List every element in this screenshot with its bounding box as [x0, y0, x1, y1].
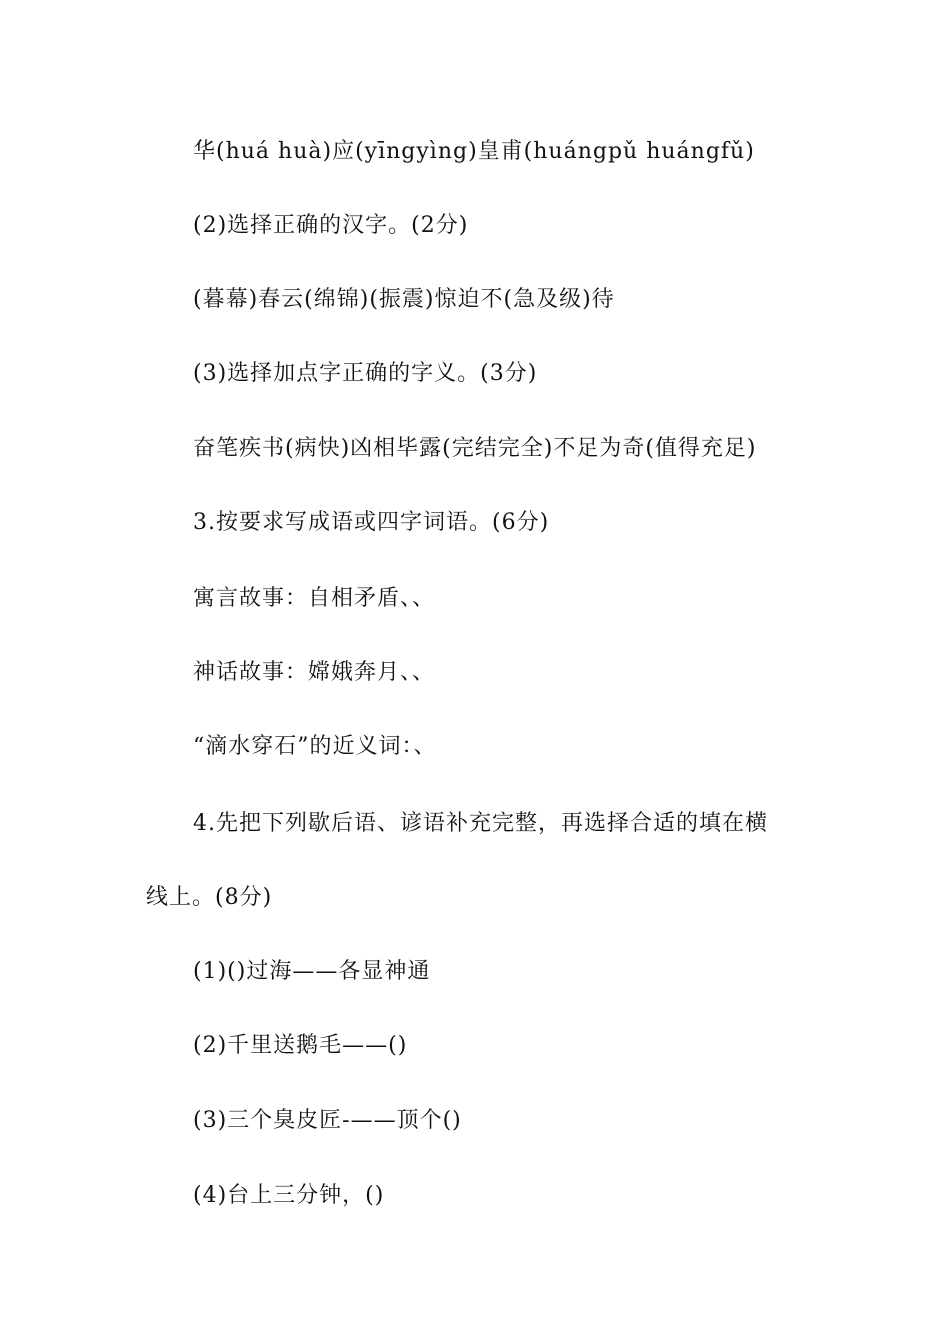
- saying-item-1: (1)()过海——各显神通: [193, 959, 431, 984]
- meaning-options-line: 奋笔疾书(病快)凶相毕露(完结完全)不足为奇(值得充足): [193, 436, 757, 461]
- pinyin-options-line: 华(huá huà)应(yīngyìng)皇甫(huángpǔ huángfǔ): [193, 139, 755, 164]
- question-2-2-heading: (2)选择正确的汉字。(2分): [193, 213, 469, 238]
- question-4-heading: 4.先把下列歇后语、谚语补充完整，再选择合适的填在横: [193, 811, 768, 836]
- question-3-heading: 3.按要求写成语或四字词语。(6分): [193, 510, 550, 535]
- synonyms-line: “滴水穿石”的近义词：、: [193, 734, 437, 759]
- hanzi-options-line: (暮幕)春云(绵锦)(振震)惊迫不(急及级)待: [193, 287, 615, 312]
- question-2-3-heading: (3)选择加点字正确的字义。(3分): [193, 361, 538, 386]
- fable-idioms-line: 寓言故事：自相矛盾、、: [193, 586, 436, 611]
- saying-item-2: (2)千里送鹅毛——(): [193, 1033, 408, 1058]
- myth-idioms-line: 神话故事：嫦娥奔月、、: [193, 660, 436, 685]
- question-4-heading-continued: 线上。(8分): [146, 885, 273, 910]
- saying-item-3: (3)三个臭皮匠-——顶个(): [193, 1108, 462, 1133]
- saying-item-4: (4)台上三分钟，(): [193, 1183, 385, 1208]
